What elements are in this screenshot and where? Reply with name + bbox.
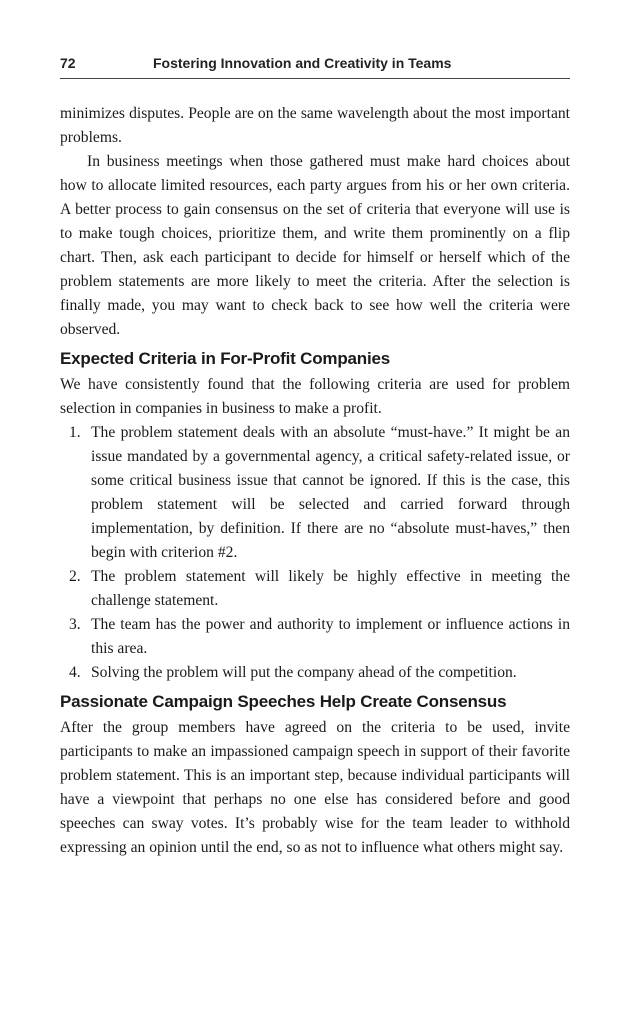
running-header — [60, 54, 570, 79]
body-text — [60, 102, 570, 860]
list-item — [60, 565, 570, 613]
list-item-number: 4. — [69, 664, 81, 681]
list-item — [60, 421, 570, 565]
list-item-number: 3. — [69, 616, 81, 633]
criteria-list — [60, 421, 570, 685]
paragraph-criteria-intro: We have consistently found that the following criteria are used for problem selection in companies in business to make a profit. — [60, 376, 570, 417]
list-item-text: The problem statement will likely be highly effective in meeting the challenge statement. — [91, 568, 570, 609]
list-item-number: 1. — [69, 424, 81, 441]
book-title: Fostering Innovation and Creativity in Teams — [153, 55, 452, 71]
page-number: 72 — [60, 55, 76, 71]
list-item-text: The team has the power and authority to implement or influence actions in this area. — [91, 616, 570, 657]
list-item-text: The problem statement deals with an absolute “must-have.” It might be an issue mandated by a governmental agency, a critical safety-related issue, or some critical business issue that cannot be ignored. If this is the case, this problem statement will be selected and carried forward through implementation, by definition. If there are no “absolute must-haves,” then begin with criterion #2. — [91, 424, 570, 561]
paragraph-continuation: minimizes disputes. People are on the same wavelength about the most important problems. — [60, 105, 570, 146]
list-item — [60, 613, 570, 661]
list-item-number: 2. — [69, 568, 81, 585]
section-heading-expected-criteria: Expected Criteria in For-Profit Companies — [60, 349, 390, 368]
list-item — [60, 661, 570, 685]
paragraph-criteria-process: In business meetings when those gathered must make hard choices about how to allocate limited resources, each party argues from his or her own criteria. A better process to gain consensus on the set of criteria that everyone will use is to make tough choices, prioritize them, and write them prominently on a flip chart. Then, ask each participant to decide for himself or herself which of the problem statements are more likely to meet the criteria. After the selection is finally made, you may want to check back to see how well the criteria were observed. — [60, 153, 570, 338]
section-heading-campaign-speeches: Passionate Campaign Speeches Help Create Consensus — [60, 692, 507, 711]
list-item-text: Solving the problem will put the company ahead of the competition. — [91, 664, 517, 681]
paragraph-campaign-speeches: After the group members have agreed on the criteria to be used, invite participants to make an impassioned campaign speech in support of their favorite problem statement. This is an important step, because individual participants will have a viewpoint that perhaps no one else has considered before and good speeches can sway votes. It’s probably wise for the team leader to withhold expressing an opinion until the end, so as not to influence what others might say. — [60, 719, 570, 856]
